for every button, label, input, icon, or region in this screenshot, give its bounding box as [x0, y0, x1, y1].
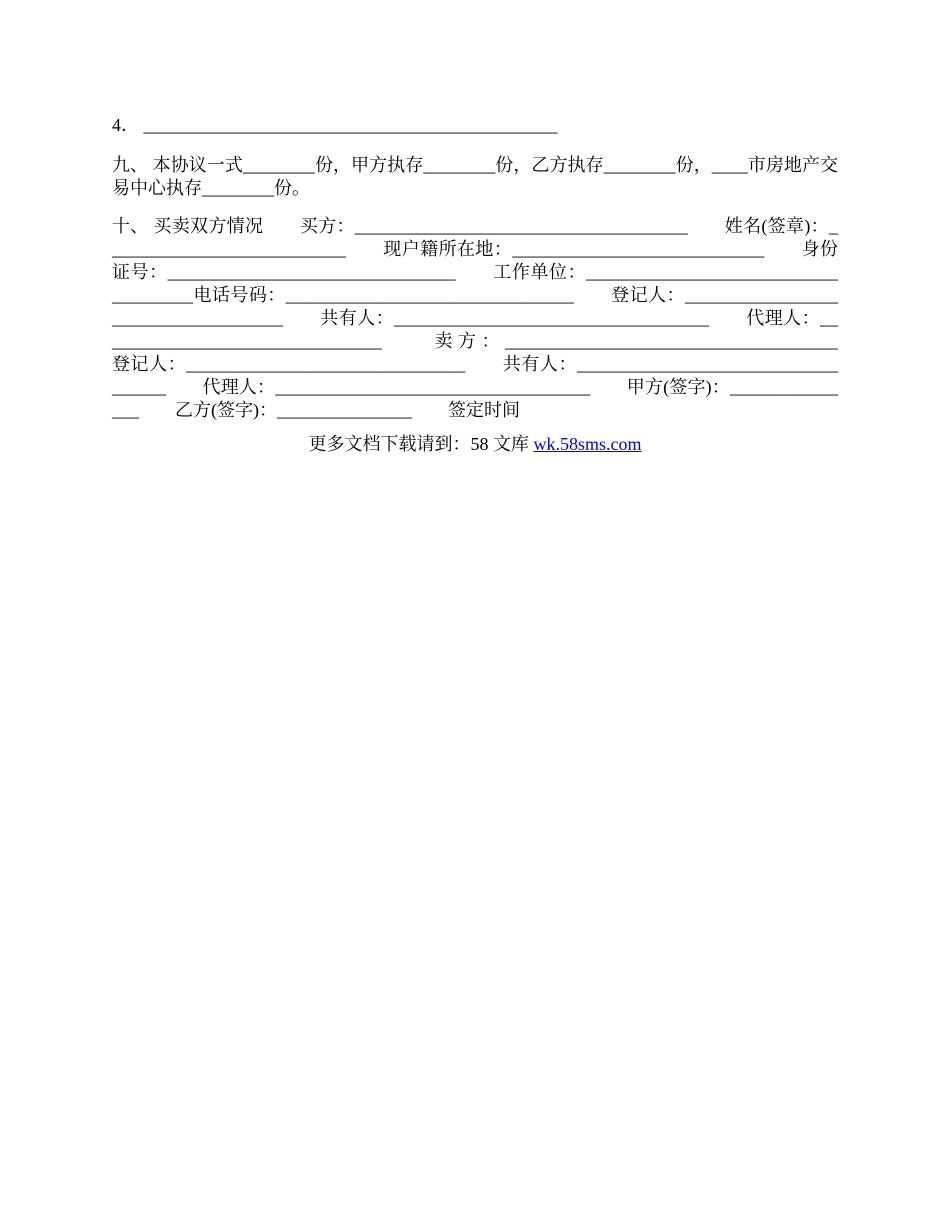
footer-prefix: 更多文档下载请到：58 文库	[308, 434, 534, 454]
clause-nine-copies: 九、 本协议一式________份，甲方执存________份，乙方执存________份，____市房地产交易中心执存________份。	[112, 155, 838, 198]
clause-ten-parties: 十、 买卖双方情况 买方：_____________________________________ 姓名(签章)：___________________________ 现户籍所在地：____________________________ 身份证号：________________________________ 工作单位：_____________________________________电话号码：________________________________ 登记人：____________________________________ 共有人：___________________________________ 代理人：________________________________ 卖方：_____________________________________ 登记人：_______________________________ 共有人：___________________________________ 代理人：___________________________________ 甲方(签字)：_______________ 乙方(签字)：_______________ 签定时间	[112, 216, 874, 420]
list-item-4: 4． ______________________________________________	[112, 115, 558, 135]
footer-note	[112, 433, 838, 456]
footer-link[interactable]: wk.58sms.com	[533, 434, 642, 454]
document-page	[112, 114, 874, 456]
